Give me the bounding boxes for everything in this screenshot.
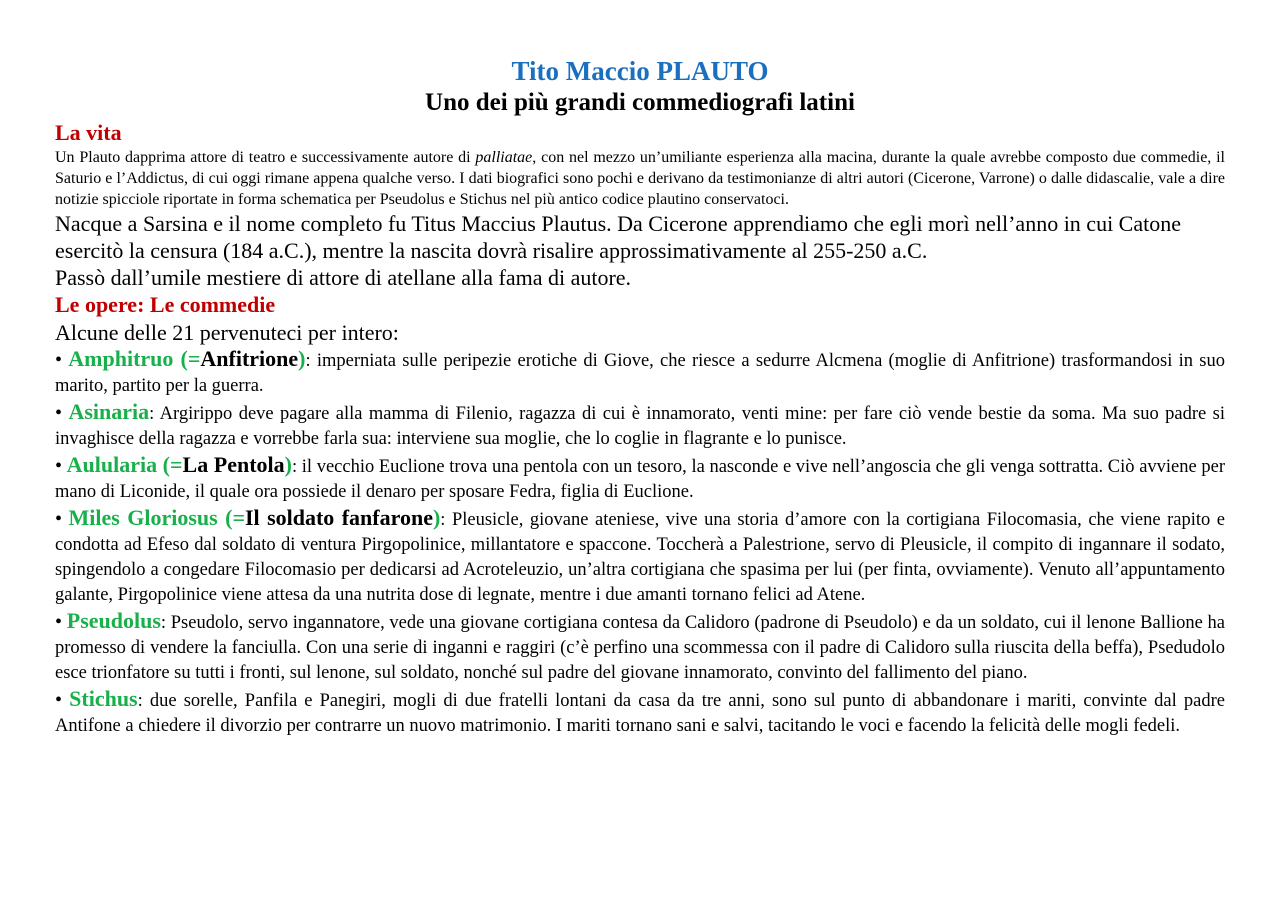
vita-intro-paragraph	[55, 147, 1225, 210]
alt-title-text: La Pentola	[182, 452, 285, 477]
alt-close: )	[298, 346, 306, 371]
bullet: •	[55, 402, 63, 424]
play-alt-title	[218, 505, 441, 530]
opere-intro: Alcune delle 21 pervenuteci per intero:	[55, 320, 399, 345]
page-title: Tito Maccio PLAUTO	[511, 56, 769, 86]
list-item-amphitruo	[55, 346, 1225, 399]
play-title: Aulularia	[66, 452, 158, 477]
play-title: Stichus	[69, 686, 138, 711]
alt-close: )	[284, 452, 292, 477]
play-description: : il vecchio Euclione trova una pentola con un tesoro, la nasconde e vive nell’angoscia che gli venga sottratta. Ciò avviene per mano di Liconide, il quale ora possiede il denaro per sposare Fedra, figlia di Euclione.	[55, 457, 1225, 502]
play-title: Amphitruo	[68, 346, 174, 371]
play-alt-title	[173, 346, 305, 371]
vita-career-paragraph: Passò dall’umile mestiere di attore di atellane alla fama di autore.	[55, 265, 632, 290]
section-heading-vita: La vita	[55, 120, 122, 145]
bullet: •	[55, 611, 63, 633]
play-description: : due sorelle, Panfila e Panegiri, mogli di due fratelli lontani da casa da tre anni, sono sul punto di abbandonare i mariti, convinte dal padre Antifone a chiedere il divorzio per contrarre un nuovo matrimonio. I mariti tornano sani e salvi, tacitando le voci e facendo la felicità delle mogli fedeli.	[55, 691, 1225, 736]
list-item-stichus	[55, 686, 1225, 739]
list-item-aulularia	[55, 452, 1225, 505]
alt-open: (=	[173, 346, 201, 371]
play-description: : Pleusicle, giovane ateniese, vive una storia d’amore con la cortigiana Filocomasia, che viene rapito e condotta ad Efeso dal soldato di ventura Pirgopolinice, millantatore e spaccone. Toccherà a Palestrione, servo di Pleusicle, il compito di ingannare il sodato, spingendolo a congedare Filocomasio per dedicarsi ad Acroteleuzio, un’altra cortigiana che spasima per lui (per finta, ovviamente). Venuto all’appuntamento galante, Pirgopolinice viene attesa da una nutrita dose di legnate, mentre i due amanti tornano felici ad Atene.	[55, 510, 1225, 605]
page-subtitle: Uno dei più grandi commediografi latini	[425, 89, 855, 116]
play-description: : imperniata sulle peripezie erotiche di Giove, che riesce a sedurre Alcmena (moglie di Anfitrione) trasformandosi in suo marito, partito per la guerra.	[55, 351, 1225, 396]
document-page	[55, 56, 1225, 739]
alt-title-text: Il soldato fanfarone	[245, 505, 433, 530]
vita-intro-italic: palliatae	[475, 149, 533, 166]
play-alt-title	[157, 452, 292, 477]
section-heading-opere: Le opere: Le commedie	[55, 292, 276, 317]
play-description: : Argirippo deve pagare alla mamma di Filenio, ragazza di cui è innamorato, venti mine: per fare ciò vende bestie da soma. Ma suo padre si invaghisce della ragazza e vorrebbe farla sua: interviene sua moglie, che lo coglie in flagrante e lo punisce.	[55, 404, 1226, 449]
alt-title-text: Anfitrione	[200, 346, 299, 371]
play-title: Pseudolus	[66, 608, 161, 633]
vita-birth-paragraph: Nacque a Sarsina e il nome completo fu Titus Maccius Plautus. Da Cicerone apprendiamo che egli morì nell’anno in cui Catone esercitò la censura (184 a.C.), mentre la nascita dovrà risalire approssimativamente al 255-250 a.C.	[55, 211, 1181, 263]
bullet: •	[55, 689, 63, 711]
alt-open: (=	[157, 452, 183, 477]
bullet: •	[55, 349, 63, 371]
list-item-miles-gloriosus	[55, 505, 1225, 608]
vita-intro-continuation: , con nel mezzo un’umiliante esperienza alla macina, durante la quale avrebbe composto due commedie, il Saturio e l’Addictus, di cui oggi rimane appena qualche verso. I dati biografici sono pochi e derivano da testimonianze di altri autori (Cicerone, Varrone) o dalle didascalie, vale a dire notizie spicciole riportate in forma schematica per Pseudolus e Stichus nel più antico codice plautino conservatoci.	[55, 149, 1226, 208]
alt-open: (=	[217, 505, 245, 530]
list-item-pseudolus	[55, 608, 1225, 686]
vita-intro-text: Un Plauto dapprima attore di teatro e successivamente autore di	[55, 149, 476, 166]
play-description: : Pseudolo, servo ingannatore, vede una giovane cortigiana contesa da Calidoro (padrone di Pseudolo) e da un soldato, cui il lenone Ballione ha promesso di vendere la fanciulla. Con una serie di inganni e raggiri (c’è perfino una scommessa con il padre di Calidoro sulla riuscita della beffa), Psedudolo esce trionfatore su tutti i fronti, sul lenone, sul soldato, nonché sul padre del giovane innamorato, convinto del fallimento del piano.	[55, 613, 1226, 683]
bullet: •	[55, 455, 63, 477]
bullet: •	[55, 508, 63, 530]
alt-close: )	[432, 505, 441, 530]
play-title: Miles Gloriosus	[68, 505, 218, 530]
list-item-asinaria	[55, 399, 1225, 452]
play-title: Asinaria	[68, 399, 150, 424]
